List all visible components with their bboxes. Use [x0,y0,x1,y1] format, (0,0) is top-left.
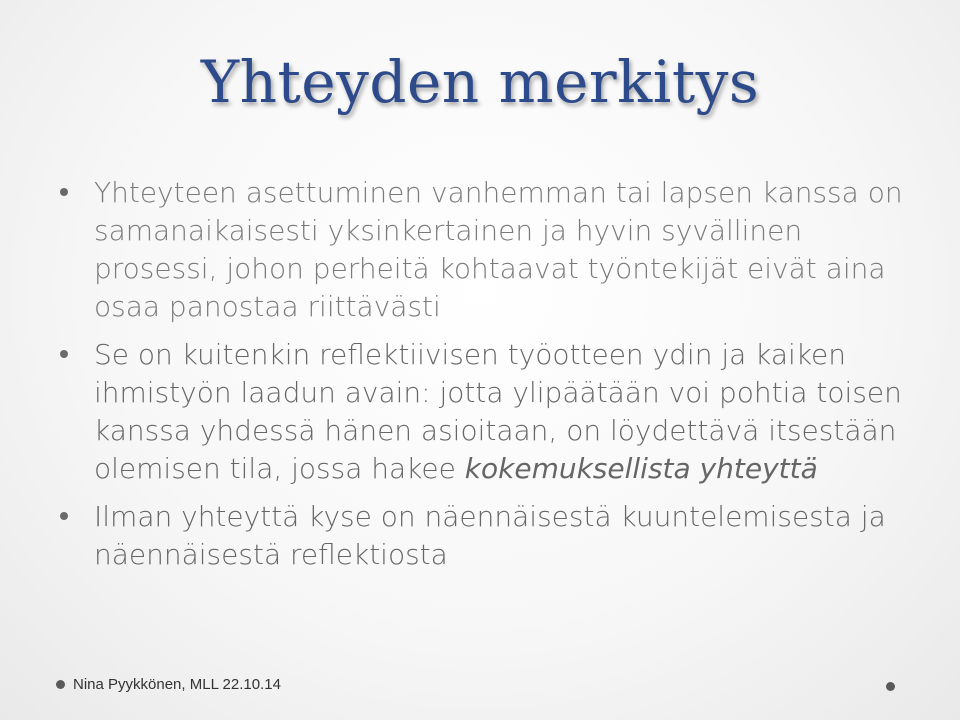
bullet-item-1 [56,174,906,326]
bullet-dot-icon [60,188,68,196]
footer-text: Nina Pyykkönen, MLL 22.10.14 [73,676,281,693]
bullet-text: Yhteyteen asettuminen vanhemman tai lapsen kanssa on samanaikaisesti yksinkertainen ja hyvin syvällinen prosessi, johon perheitä kohtaavat työntekijät eivät aina osaa panostaa riittävästi [94,176,903,323]
bullet-item-3 [56,498,906,574]
footer-dot-icon [56,680,65,689]
slide-title: Yhteyden merkitys [200,48,760,116]
bullet-dot-icon [60,512,68,520]
bullet-text: Se on kuitenkin reflektiivisen työotteen ydin ja kaiken ihmistyön laadun avain: jotta ylipäätään voi pohtia toisen kanssa yhdessä hänen asioitaan, on löydettävä itsestään olemisen tila, jossa hakee [94,338,902,485]
slide-footer [56,676,281,693]
corner-dot-icon [886,682,895,691]
bullet-item-2 [56,336,906,488]
bullet-list [56,174,906,584]
bullet-text: Ilman yhteyttä kyse on näennäisestä kuuntelemisesta ja näennäisestä reflektiosta [94,500,886,571]
bullet-dot-icon [60,350,68,358]
bullet-emphasis: kokemuksellista yhteyttä [464,452,818,485]
